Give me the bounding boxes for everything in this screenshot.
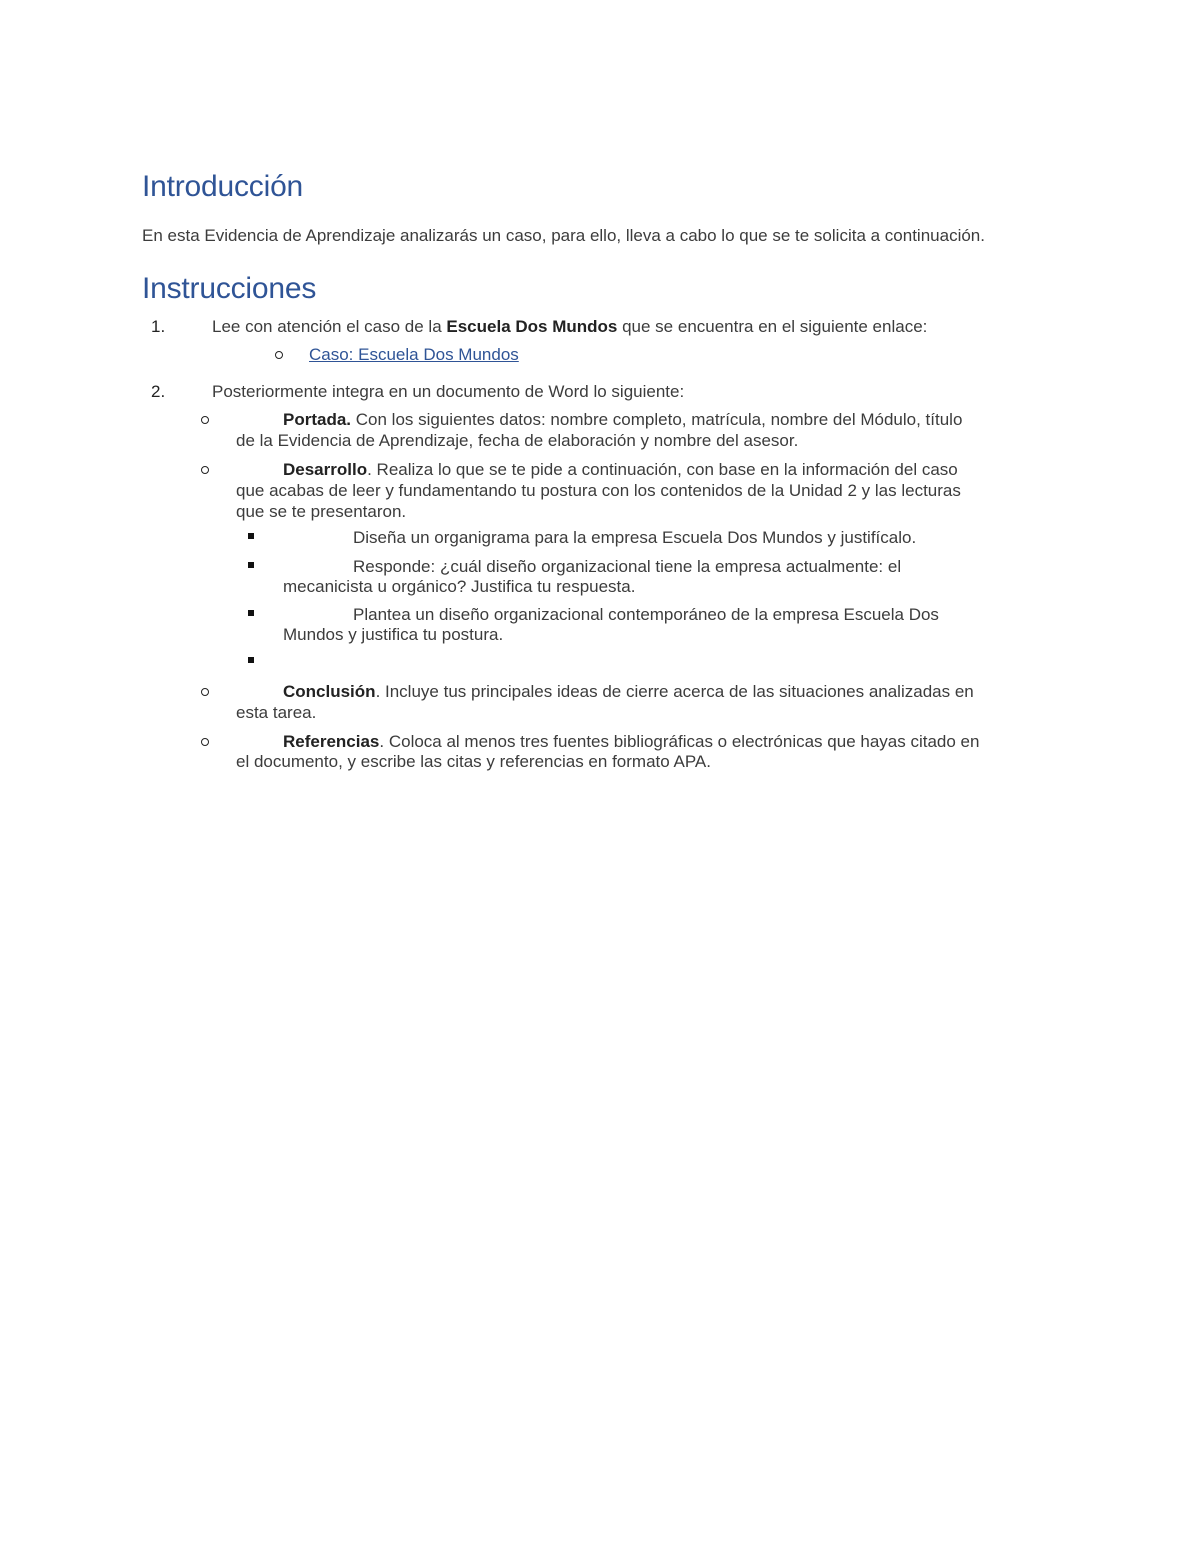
desarrollo-line2: que acabas de leer y fundamentando tu postura con los contenidos de la Unidad 2 y las lecturas	[236, 481, 961, 500]
item1-text-after: que se encuentra en el siguiente enlace:	[617, 317, 928, 336]
conclusion-text: . Incluye tus principales ideas de cierre acerca de las situaciones analizadas en	[375, 682, 974, 701]
conclusion-label: Conclusión	[283, 682, 376, 701]
sub-item-responde-line1: Responde: ¿cuál diseño organizacional tiene la empresa actualmente: el	[353, 557, 902, 576]
sub-item-plantea-line2: Mundos y justifica tu postura.	[283, 625, 504, 644]
intro-heading: Introducción	[142, 170, 304, 203]
item1-text-before: Lee con atención el caso de la	[212, 317, 447, 336]
portada-line1	[283, 409, 962, 430]
portada-label: Portada.	[283, 410, 352, 429]
portada-line2: de la Evidencia de Aprendizaje, fecha de elaboración y nombre del asesor.	[236, 431, 799, 450]
desarrollo-line3: que se te presentaron.	[236, 502, 407, 521]
referencias-label: Referencias	[283, 732, 380, 751]
conclusion-line2: esta tarea.	[236, 703, 317, 722]
square-bullet-icon	[248, 657, 254, 663]
item1-text	[212, 316, 927, 337]
referencias-line1	[283, 731, 979, 752]
list-number-2: 2.	[151, 382, 166, 401]
sub-item-plantea-line1: Plantea un diseño organizacional contemporáneo de la empresa Escuela Dos	[353, 605, 939, 624]
desarrollo-label: Desarrollo	[283, 460, 368, 479]
sub-item-responde-line2: mecanicista u orgánico? Justifica tu respuesta.	[283, 577, 636, 596]
circle-bullet-icon	[201, 688, 209, 696]
conclusion-line1	[283, 681, 974, 702]
square-bullet-icon	[248, 610, 254, 616]
intro-paragraph: En esta Evidencia de Aprendizaje analizarás un caso, para ello, lleva a cabo lo que se te solicita a continuación.	[142, 226, 985, 245]
referencias-text: . Coloca al menos tres fuentes bibliográficas o electrónicas que hayas citado en	[379, 732, 980, 751]
desarrollo-text: . Realiza lo que se te pide a continuación, con base en la información del caso	[367, 460, 958, 479]
list-number-1: 1.	[151, 317, 166, 336]
case-link-line	[309, 344, 519, 365]
case-link[interactable]: Caso: Escuela Dos Mundos	[309, 345, 519, 364]
referencias-line2: el documento, y escribe las citas y referencias en formato APA.	[236, 752, 711, 771]
circle-bullet-icon	[201, 466, 209, 474]
circle-bullet-icon	[201, 416, 209, 424]
sub-item-organigrama: Diseña un organigrama para la empresa Escuela Dos Mundos y justifícalo.	[353, 528, 917, 547]
circle-bullet-icon	[201, 738, 209, 746]
item2-text: Posteriormente integra en un documento de Word lo siguiente:	[212, 382, 685, 401]
square-bullet-icon	[248, 533, 254, 539]
square-bullet-icon	[248, 562, 254, 568]
portada-text: Con los siguientes datos: nombre completo, matrícula, nombre del Módulo, título	[351, 410, 963, 429]
circle-bullet-icon	[275, 351, 283, 359]
desarrollo-line1	[283, 459, 958, 480]
item1-text-bold: Escuela Dos Mundos	[446, 317, 618, 336]
instructions-heading: Instrucciones	[142, 272, 317, 305]
